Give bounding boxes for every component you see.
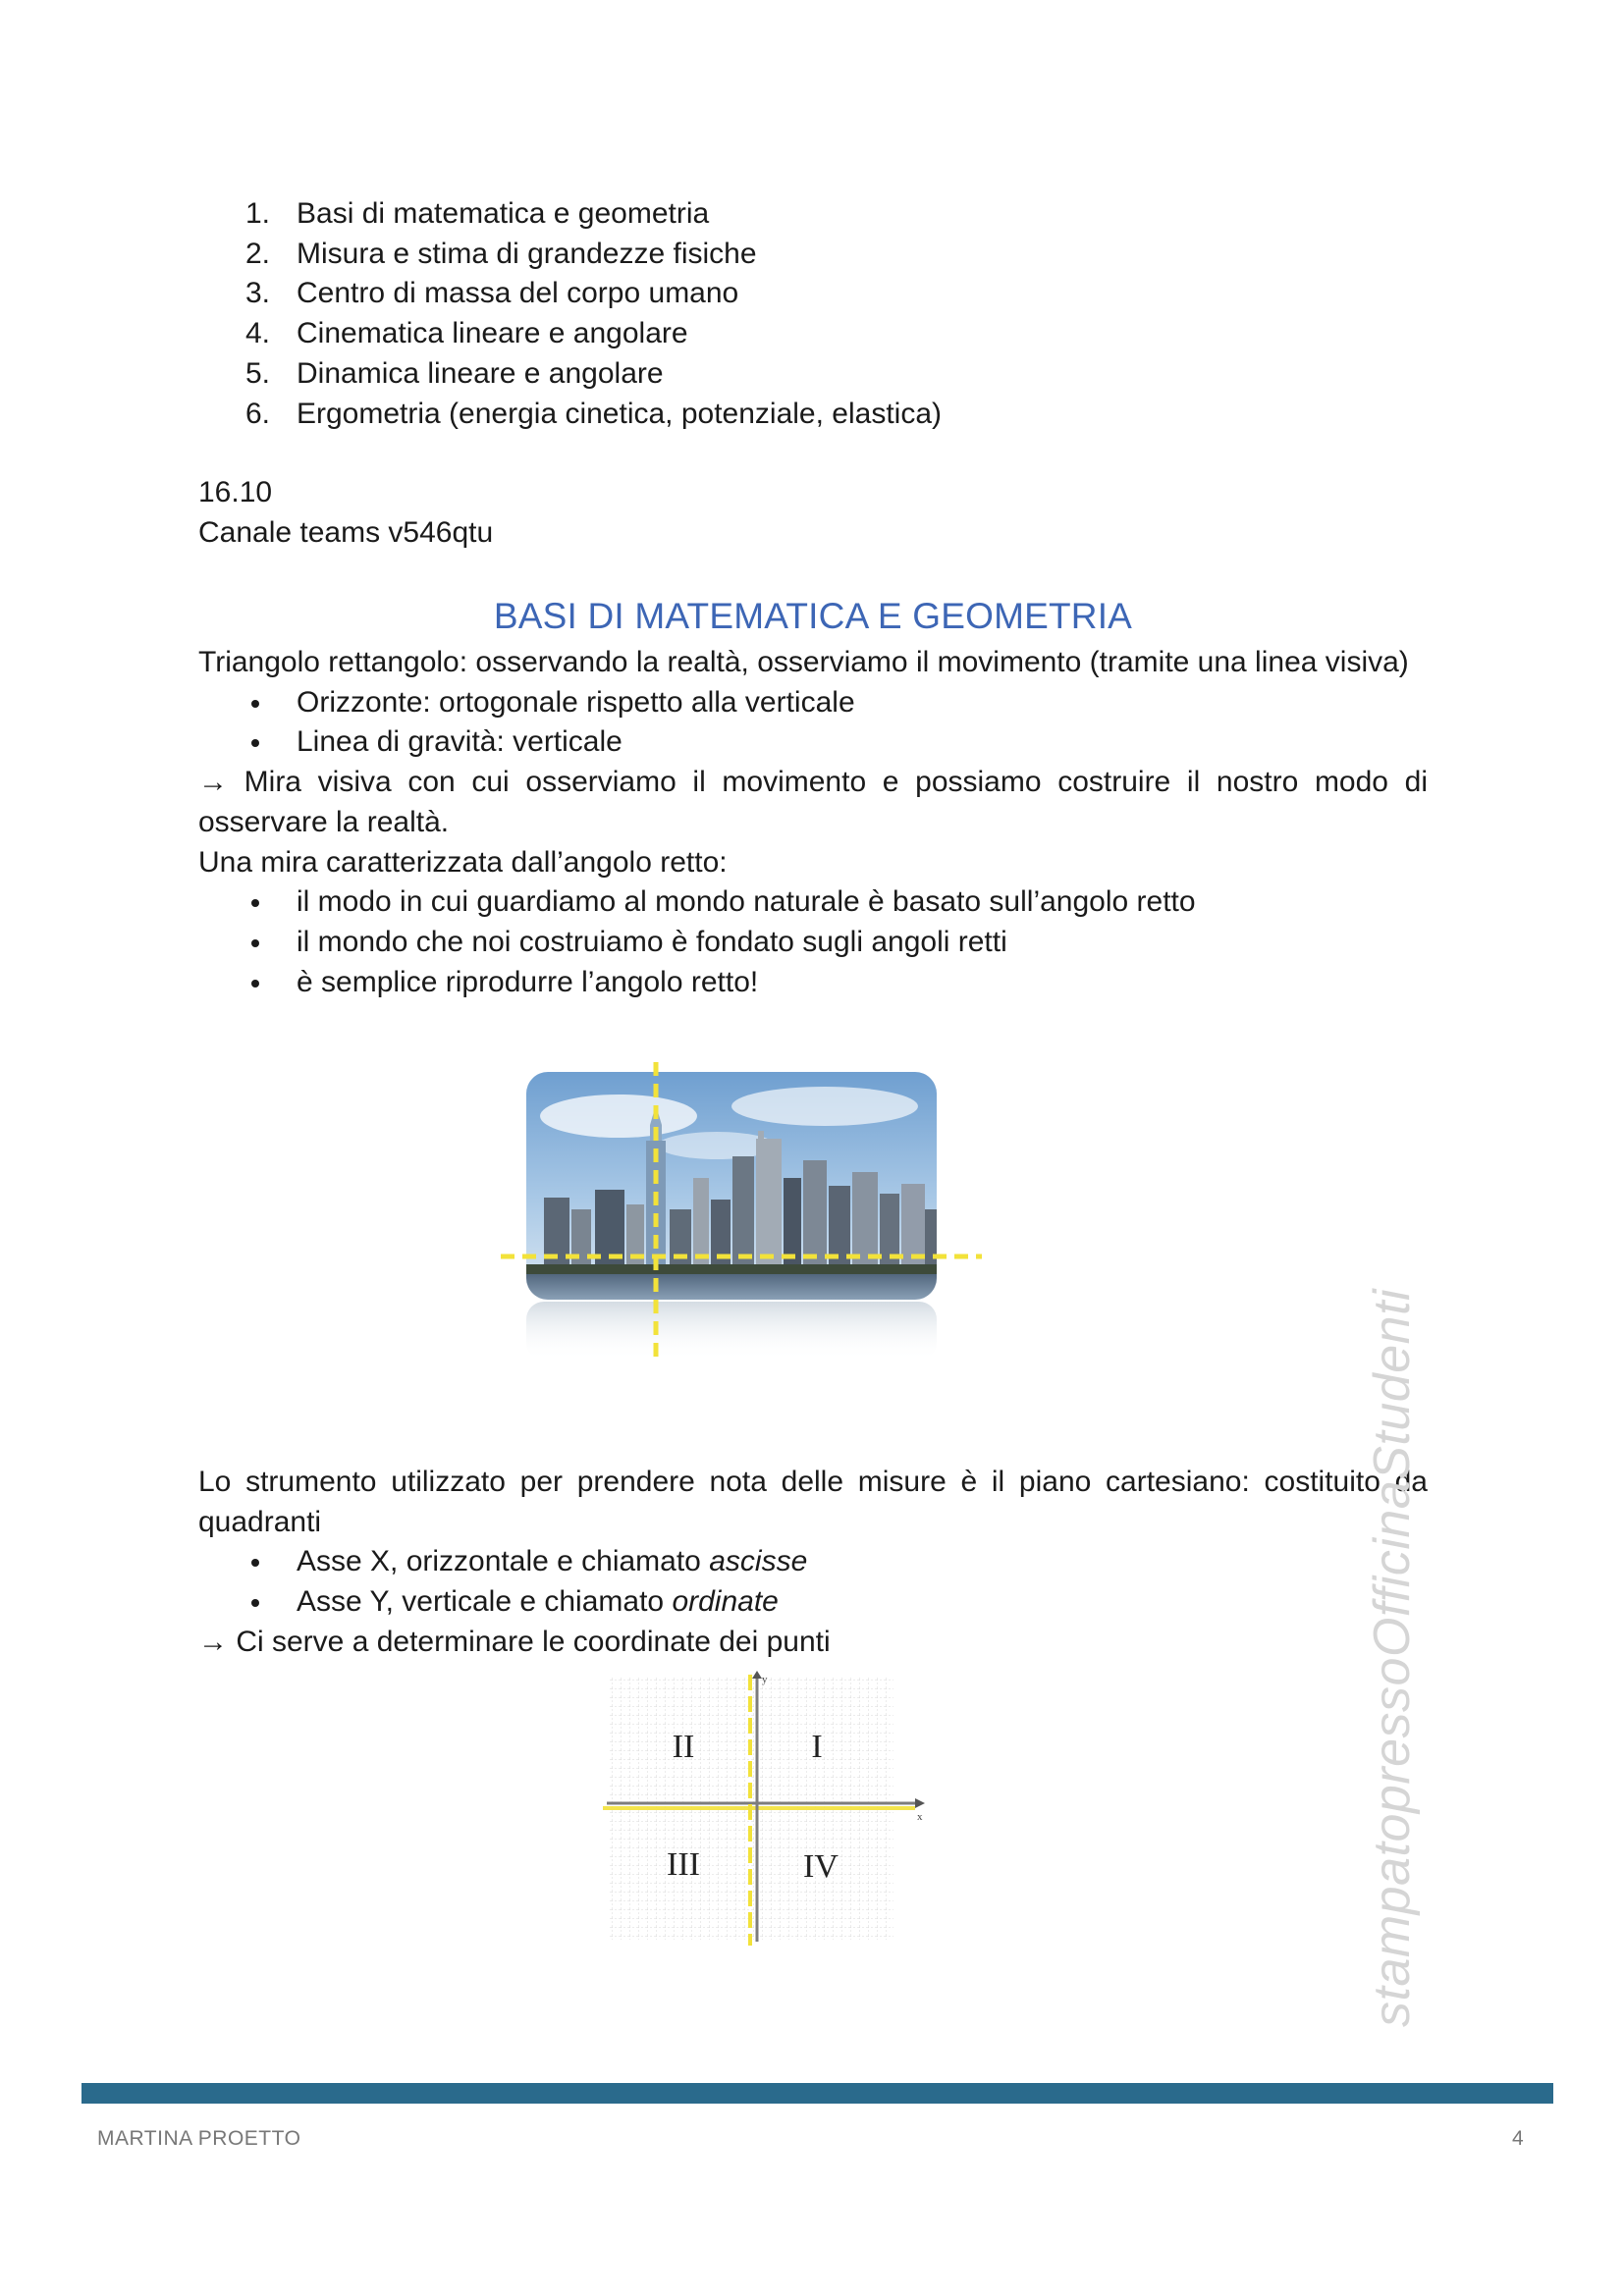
mira-bullets	[198, 882, 1428, 1002]
skyline-image	[501, 1062, 982, 1366]
quadrant-label-iii: III	[667, 1846, 700, 1883]
footer-bar	[81, 2083, 1553, 2104]
bullet-icon	[251, 700, 259, 708]
section-heading: BASI DI MATEMATICA E GEOMETRIA	[493, 596, 1133, 636]
lesson-date: 16.10	[198, 476, 273, 508]
bullet-icon	[251, 1559, 259, 1567]
quadrant-label-ii: II	[672, 1729, 695, 1765]
bullet-icon	[251, 980, 259, 988]
mira-intro: Una mira caratterizzata dall’angolo retto:	[198, 845, 728, 879]
quadrant-label-iv: IV	[803, 1848, 839, 1885]
arrow-note: → Mira visiva con cui osserviamo il movimento e possiamo costruire il nostro modo di osservare la realtà.	[198, 766, 1428, 838]
axes-bullets	[198, 1542, 1428, 1622]
list-item: il modo in cui guardiamo al mondo naturale è basato sull’angolo retto	[198, 882, 1428, 923]
list-item: Asse Y, verticale e chiamato ordinate	[198, 1582, 1428, 1623]
skyline-figure	[501, 1062, 982, 1366]
watermark: stampatopressoOfficinaStudenti	[1364, 1288, 1421, 2027]
list-item: 5. Dinamica lineare e angolare	[245, 356, 664, 390]
list-item: 4. Cinematica lineare e angolare	[245, 317, 688, 350]
list-item: 6. Ergometria (energia cinetica, potenziale, elastica)	[245, 397, 942, 430]
page-number: 4	[1512, 2127, 1524, 2150]
cartesian-plane	[603, 1671, 927, 1946]
list-item: 1. Basi di matematica e geometria	[245, 197, 710, 230]
list-item: 2. Misura e stima di grandezze fisiche	[245, 237, 757, 270]
footer-author: MARTINA PROETTO	[97, 2127, 301, 2150]
bullet-icon	[251, 1599, 259, 1607]
list-item: Orizzonte: ortogonale rispetto alla verticale	[198, 683, 1428, 723]
intro-bullets	[198, 683, 1428, 763]
list-item: 3. Centro di massa del corpo umano	[245, 277, 739, 310]
axis-term: ordinate	[672, 1585, 779, 1619]
lesson-note	[198, 473, 1428, 553]
list-item: Asse X, orizzontale e chiamato ascisse	[198, 1542, 1428, 1582]
intro-paragraph: Triangolo rettangolo: osservando la realtà, osserviamo il movimento (tramite una linea visiva)	[198, 646, 1409, 678]
y-axis-label: y	[762, 1674, 768, 1685]
axis-term: ascisse	[709, 1545, 808, 1578]
bullet-icon	[251, 899, 259, 907]
bullet-icon	[251, 939, 259, 947]
teams-channel: Canale teams v546qtu	[198, 515, 494, 549]
cartesian-plane-figure	[603, 1671, 927, 1946]
list-item: il mondo che noi costruiamo è fondato sugli angoli retti	[198, 923, 1428, 963]
coordinates-note: → Ci serve a determinare le coordinate dei punti	[198, 1625, 831, 1658]
cartesian-paragraph: Lo strumento utilizzato per prendere nota delle misure è il piano cartesiano: costituito da quadranti	[198, 1466, 1428, 1538]
quadrant-label-i: I	[811, 1729, 823, 1765]
section-body-top	[198, 643, 1428, 1002]
list-item: è semplice riprodurre l’angolo retto!	[198, 963, 1428, 1003]
list-item: Linea di gravità: verticale	[198, 722, 1428, 763]
section-body-bottom	[198, 1463, 1428, 1663]
bullet-icon	[251, 739, 259, 747]
x-axis-label: x	[917, 1811, 923, 1823]
topics-list	[198, 194, 942, 434]
